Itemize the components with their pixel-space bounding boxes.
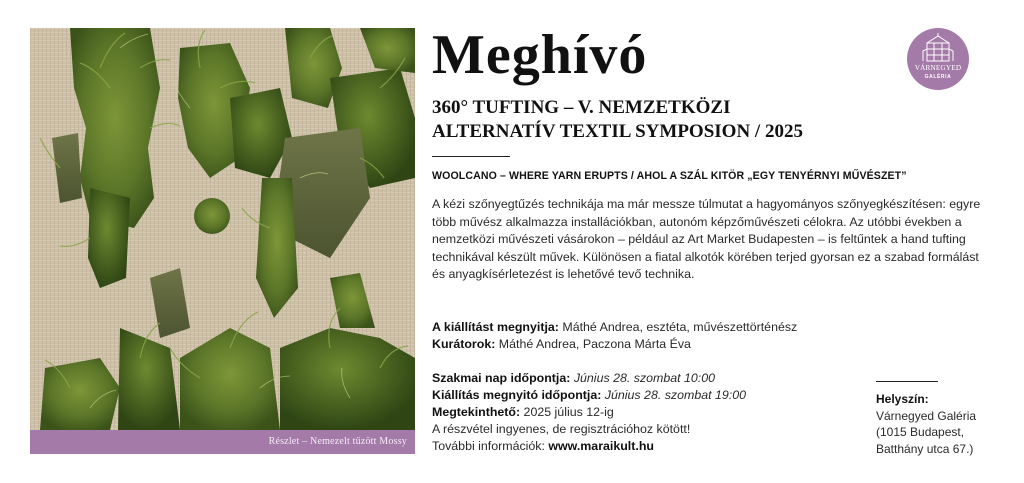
website-link[interactable]: www.maraikult.hu: [548, 439, 654, 453]
more-info-line: [432, 438, 654, 455]
opening-value: Június 28. szombat 19:00: [601, 388, 747, 402]
image-caption: Részlet – Nemezelt tűzött Mossy: [268, 436, 407, 447]
gallery-logo: [907, 28, 969, 90]
curators-value: Máthé Andrea, Paczona Márta Éva: [495, 337, 691, 351]
divider: [876, 381, 938, 382]
moss-shape: [194, 198, 230, 234]
moss-shape: [88, 188, 130, 288]
curators-label: Kurátorok:: [432, 337, 496, 351]
venue-label: Helyszín:: [876, 392, 929, 406]
registration-note: A részvétel ingyenes, de regisztrációhoz kötött!: [432, 422, 691, 436]
artwork-image: [30, 28, 415, 430]
page-title: Meghívó: [432, 24, 648, 86]
exhibition-tagline: WOOLCANO – WHERE YARN ERUPTS / AHOL A SZÁL KITÖR „EGY TENYÉRNYI MŰVÉSZET”: [432, 170, 907, 182]
pro-day-line: [432, 370, 715, 387]
venue-address-line-1: (1015 Budapest,: [876, 425, 965, 439]
image-caption-bar: [30, 430, 415, 454]
opening-line: [432, 387, 746, 404]
opener-label: A kiállítást megnyitja:: [432, 320, 559, 334]
opener-line: [432, 319, 797, 336]
more-info-label: További információk:: [432, 439, 549, 453]
castle-icon: [923, 33, 953, 61]
curators-line: [432, 336, 691, 353]
logo-line-1: VÁRNEGYED: [914, 64, 962, 72]
logo-line-2: GALÉRIA: [924, 74, 952, 80]
event-subtitle: [432, 96, 872, 144]
pro-day-value: Június 28. szombat 10:00: [570, 371, 716, 385]
pro-day-label: Szakmai nap időpontja:: [432, 371, 571, 385]
venue-address-line-2: Batthány utca 67.): [876, 441, 974, 456]
opening-label: Kiállítás megnyitó időpontja:: [432, 388, 602, 402]
viewable-value: 2025 július 12-ig: [520, 405, 614, 419]
viewable-line: [432, 404, 614, 421]
venue-name: Várnegyed Galéria: [876, 408, 977, 423]
opener-value: Máthé Andrea, esztéta, művészettörténész: [558, 320, 798, 334]
subtitle-line-1: 360° TUFTING – V. NEMZETKÖZI: [432, 97, 731, 118]
subtitle-line-2: ALTERNATÍV TEXTIL SYMPOSION / 2025: [432, 121, 803, 142]
intro-paragraph: A kézi szőnyegtűzés technikája ma már messze túlmutat a hagyományos szőnyegkészítésen: egyre több művész alkalmazza installációkban, autonóm képzőművészeti célokra. Az utóbbi években a nemzetközi művészeti vásárokon – például az Art Market Budapesten – is feltűntek a hand tufting technikával készült művek. Különösen a fiatal alkotók körében terjed gyorsan ez a szabad formálást és anyagkísérletezést is lehetővé tevő technika.: [432, 197, 981, 281]
divider: [432, 156, 510, 157]
viewable-label: Megtekinthető:: [432, 405, 521, 419]
venue-block: [876, 391, 1016, 457]
